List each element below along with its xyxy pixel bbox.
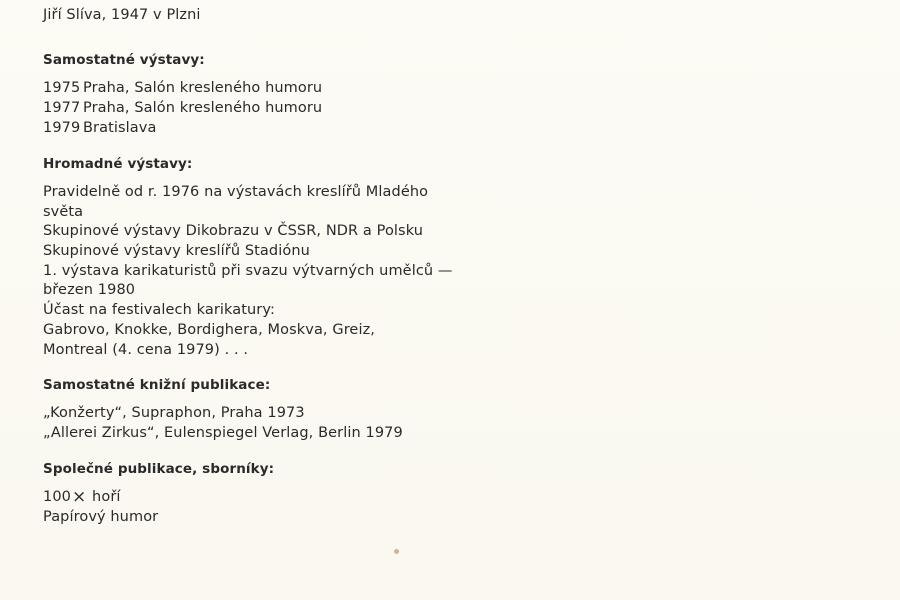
publication-number: 100 [43,489,71,506]
text-line: Montreal (4. cena 1979) . . . [43,341,249,358]
exhibition-item [43,99,603,119]
publication-line: „Allerei Zirkus“, Eulenspiegel Verlag, Berlin 1979 [43,425,403,442]
section-samostatne-knizni-publikace [43,376,603,444]
document-content [43,6,603,544]
text-line: Pravidelně od r. 1976 na výstavách kreslířů Mladého [43,184,429,200]
author-line: Jiří Slíva, 1947 v Plzni [43,7,201,23]
section-heading: Samostatné výstavy: [43,52,205,68]
publication-title: hoří [87,489,121,506]
exhibition-text: Praha, Salón kresleného humoru [83,80,323,96]
publication-line [43,488,603,508]
exhibition-year: 1979 [43,120,81,136]
text-line: světa [43,203,84,220]
section-heading: Hromadné výstavy: [43,156,193,172]
exhibition-year: 1977 [43,100,81,116]
text-line: březen 1980 [43,282,136,299]
section-samostatne-vystavy [43,51,603,139]
exhibition-text: Bratislava [83,120,157,136]
publication-line: „Konžerty“, Supraphon, Praha 1973 [43,405,305,422]
section-heading: Společné publikace, sborníky: [43,461,275,478]
text-line: Účast na festivalech karikatury: [43,302,275,319]
section-spolecne-publikace [43,460,603,528]
exhibition-year: 1975 [43,80,81,96]
exhibition-text: Praha, Salón kresleného humoru [83,100,323,116]
section-heading: Samostatné knižní publikace: [43,377,271,394]
text-line: 1. výstava karikaturistů při svazu výtvarných umělců — [43,262,453,279]
text-line: Gabrovo, Knokke, Bordighera, Moskva, Greiz, [43,321,376,338]
exhibition-item [43,79,603,99]
text-line: Skupinové výstavy Dikobrazu v ČSSR, NDR a Polsku [43,223,424,240]
publication-line: Papírový humor [43,509,159,526]
exhibition-item [43,119,603,139]
times-symbol: × [71,487,87,508]
section-hromadne-vystavy [43,155,603,360]
paper-speck [394,549,399,554]
text-line: Skupinové výstavy kreslířů Stadiónu [43,243,310,260]
